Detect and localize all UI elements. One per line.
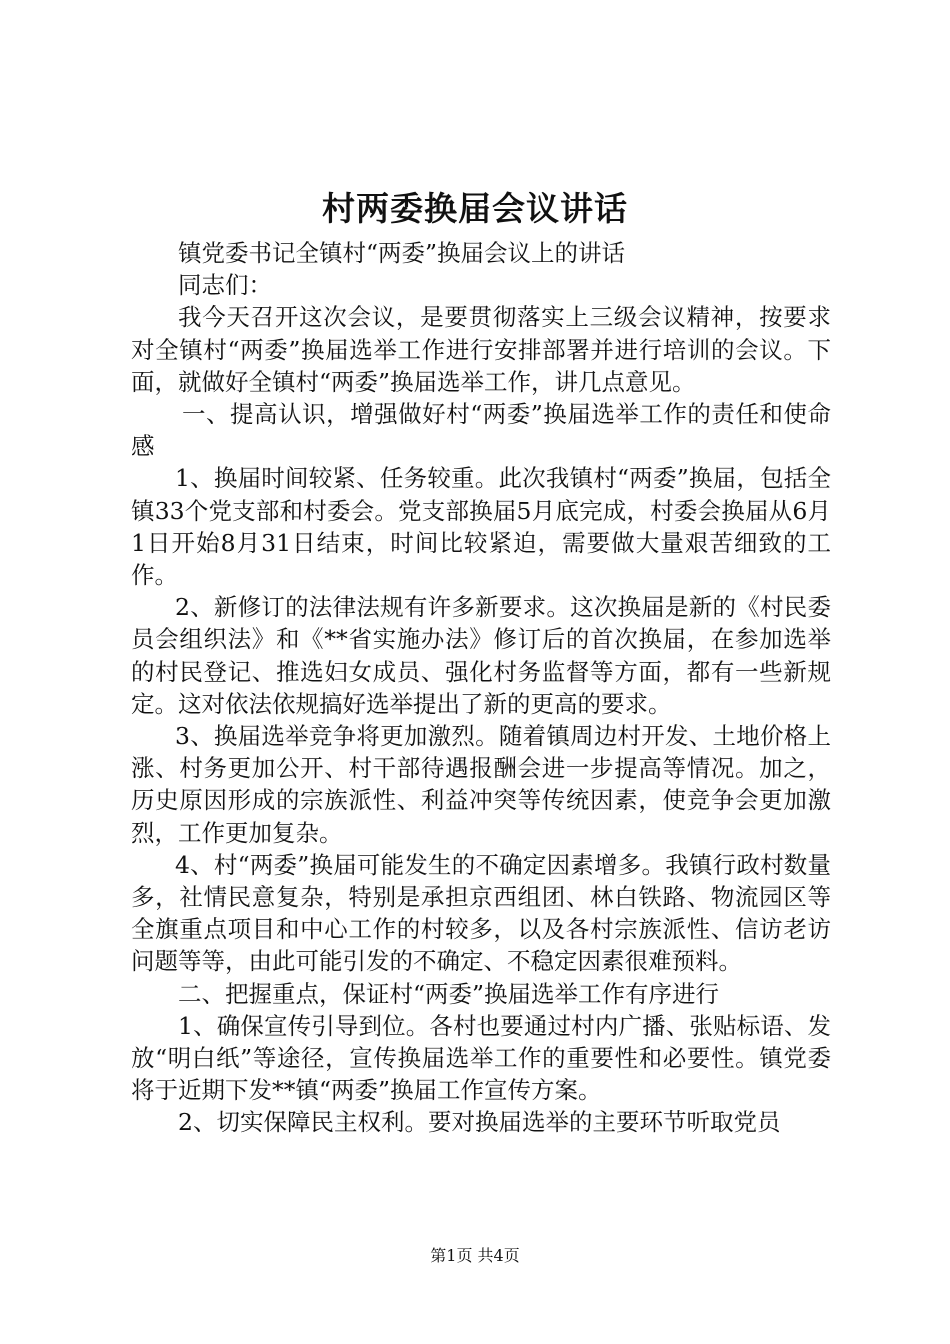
salutation: 同志们： bbox=[178, 271, 272, 300]
paragraph: 3、换届选举竞争将更加激烈。随着镇周边村开发、土地价格上涨、村务更加公开、村干部待遇报酬会进一步提高等情况。加之，历史原因形成的宗族派性、利益冲突等传统因素，使竞争会更加激烈，工作更加复杂。 bbox=[131, 722, 831, 847]
paragraph: 1、换届时间较紧、任务较重。此次我镇村“两委”换届，包括全镇33个党支部和村委会。党支部换届5月底完成，村委会换届从6月1日开始8月31日结束，时间比较紧迫，需要做大量艰苦细致的工作。 bbox=[131, 464, 831, 590]
document-subtitle: 镇党委书记全镇村“两委”换届会议上的讲话 bbox=[178, 239, 626, 267]
paragraph: 1、确保宣传引导到位。各村也要通过村内广播、张贴标语、发放“明白纸”等途径，宣传换届选举工作的重要性和必要性。镇党委将于近期下发**镇“两委”换届工作宣传方案。 bbox=[131, 1011, 831, 1105]
section-heading: 二、把握重点，保证村“两委”换届选举工作有序进行 bbox=[178, 979, 720, 1008]
paragraph: 4、村“两委”换届可能发生的不确定因素增多。我镇行政村数量多，社情民意复杂，特别是承担京西组团、林白铁路、物流园区等全旗重点项目和中心工作的村较多，以及各村宗族派性、信访老访问题等等，由此可能引发的不确定、不稳定因素很难预料。 bbox=[131, 850, 831, 976]
section-heading: 一、提高认识，增强做好村“两委”换届选举工作的责任和使命感 bbox=[131, 400, 831, 461]
document-body bbox=[131, 237, 831, 1139]
page-footer: 第1页 共4页 bbox=[430, 1246, 520, 1265]
paragraph: 我今天召开这次会议，是要贯彻落实上三级会议精神，按要求对全镇村“两委”换届选举工作进行安排部署并进行培训的会议。下面，就做好全镇村“两委”换届选举工作，讲几点意见。 bbox=[131, 303, 831, 396]
paragraph: 2、切实保障民主权利。要对换届选举的主要环节听取党员 bbox=[178, 1108, 781, 1137]
page-title: 村两委换届会议讲话 bbox=[322, 189, 628, 228]
paragraph: 2、新修订的法律法规有许多新要求。这次换届是新的《村民委员会组织法》和《**省实施办法》修订后的首次换届，在参加选举的村民登记、推选妇女成员、强化村务监督等方面，都有一些新规定。这对依法依规搞好选举提出了新的更高的要求。 bbox=[131, 593, 831, 718]
